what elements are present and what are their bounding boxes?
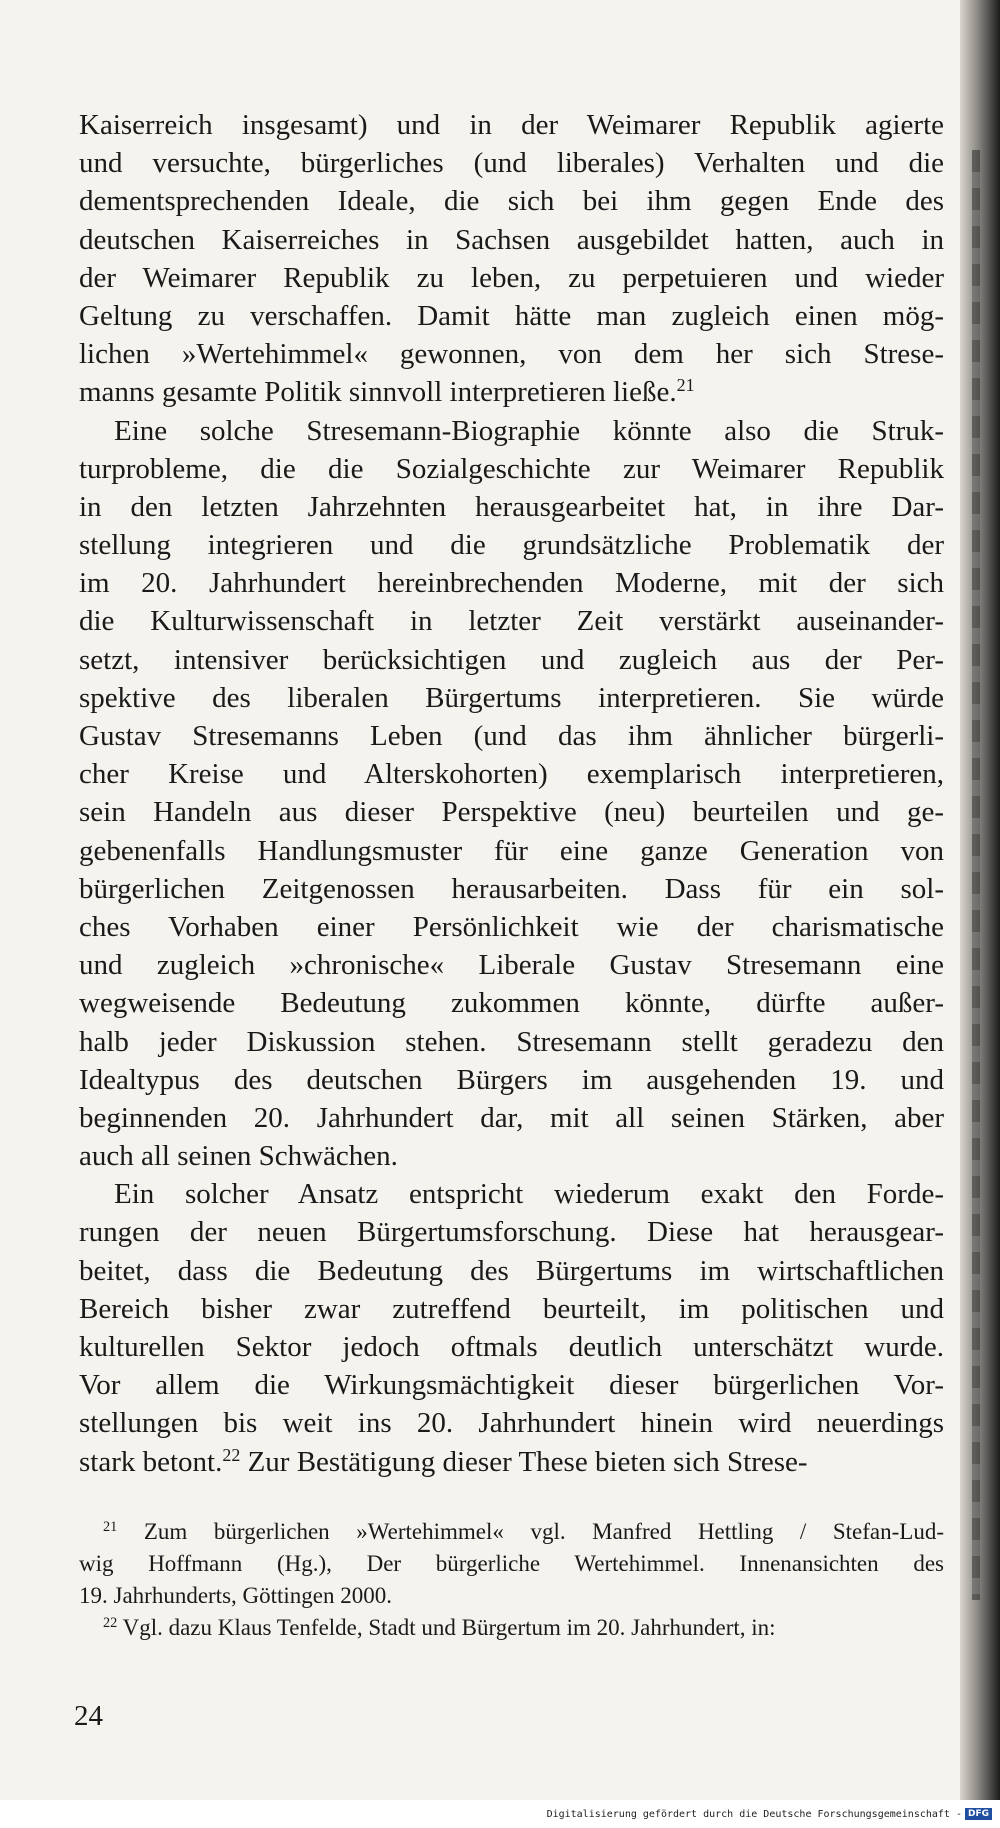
- line-text: Bereich bisher zwar zutreffend beurteilt, im politischen und: [79, 1292, 944, 1325]
- digitization-credit-text: Digitalisierung gefördert durch die Deutsche Forschungsgemeinschaft -: [546, 1808, 962, 1820]
- text-line: [79, 1366, 944, 1404]
- text-line: [79, 373, 944, 411]
- text-line: [79, 1443, 944, 1481]
- line-text: beitet, dass die Bedeutung des Bürgertums im wirtschaftlichen: [79, 1254, 944, 1287]
- line-text: sein Handeln aus dieser Perspektive (neu) beurteilen und ge-: [79, 796, 944, 829]
- text-line: [79, 1099, 944, 1137]
- footnote-text: Zum bürgerlichen »Wertehimmel« vgl. Manfred Hettling / Stefan-Lud-: [143, 1519, 945, 1544]
- book-gutter-shadow: [960, 0, 1000, 1800]
- line-text: kulturellen Sektor jedoch oftmals deutlich unterschätzt wurde.: [79, 1331, 944, 1363]
- text-line: [79, 755, 944, 793]
- line-text: stark betont.: [79, 1445, 223, 1478]
- line-text: und versuchte, bürgerliches (und liberales) Verhalten und die: [79, 147, 944, 180]
- text-line: [79, 526, 944, 564]
- line-text: spektive des liberalen Bürgertums interpretieren. Sie würde: [79, 681, 944, 714]
- text-line: [79, 1404, 944, 1442]
- line-text: cher Kreise und Alterskohorten) exemplarisch interpretieren,: [79, 758, 944, 791]
- footnote-marker: 22: [222, 1444, 241, 1465]
- text-line: [79, 182, 944, 220]
- line-text: setzt, intensiver berücksichtigen und zugleich aus der Per-: [79, 643, 944, 676]
- line-text: im 20. Jahrhundert hereinbrechenden Moderne, mit der sich: [79, 567, 944, 600]
- line-text: Idealtypus des deutschen Bürgers im ausgehenden 19. und: [79, 1063, 944, 1096]
- line-text: stellungen bis weit ins 20. Jahrhundert hinein wird neuerdings: [79, 1407, 944, 1440]
- text-line: [79, 946, 944, 984]
- line-text: lichen »Wertehimmel« gewonnen, von dem her sich Strese-: [79, 338, 944, 371]
- line-text: und zugleich »chronische« Liberale Gustav Stresemann eine: [79, 949, 944, 982]
- text-line: [79, 641, 944, 679]
- line-text: der Weimarer Republik zu leben, zu perpetuieren und wieder: [79, 261, 944, 294]
- line-text: wegweisende Bedeutung zukommen könnte, dürfte außer-: [79, 987, 944, 1020]
- footnote-text: 19. Jahrhunderts, Göttingen 2000.: [79, 1583, 393, 1608]
- text-line: [79, 259, 944, 297]
- line-text: turprobleme, die die Sozialgeschichte zur Weimarer Republik: [79, 452, 944, 485]
- text-line: [79, 1023, 944, 1061]
- footnote-marker: 21: [676, 375, 695, 396]
- line-text: Vor allem die Wirkungsmächtigkeit dieser bürgerlichen Vor-: [79, 1369, 944, 1402]
- text-line: [79, 297, 944, 335]
- text-line: [79, 984, 944, 1022]
- body-text: [79, 106, 944, 1481]
- line-text: ches Vorhaben einer Persönlichkeit wie der charismatische: [79, 910, 944, 943]
- text-line: [79, 908, 944, 946]
- footnote-line: [79, 1612, 944, 1644]
- text-line: [79, 717, 944, 755]
- dfg-logo: DFG: [965, 1808, 992, 1820]
- text-line: [79, 412, 944, 450]
- footnote-line: [79, 1548, 944, 1580]
- line-text: in den letzten Jahrzehnten herausgearbeitet hat, in ihre Dar-: [79, 490, 944, 523]
- footnote-text: wig Hoffmann (Hg.), Der bürgerliche Wertehimmel. Innenansichten des: [79, 1551, 944, 1576]
- footnote-text: Vgl. dazu Klaus Tenfelde, Stadt und Bürgertum im 20. Jahrhundert, in:: [122, 1615, 776, 1640]
- text-line: [79, 1061, 944, 1099]
- line-text: rungen der neuen Bürgertumsforschung. Diese hat herausgear-: [79, 1216, 944, 1249]
- line-text: Kaiserreich insgesamt) und in der Weimarer Republik agierte: [79, 109, 944, 141]
- line-text: dementsprechenden Ideale, die sich bei ihm gegen Ende des: [79, 185, 944, 218]
- text-line: [79, 602, 944, 640]
- footnote-line: [79, 1580, 944, 1612]
- line-text: auch all seinen Schwächen.: [79, 1140, 398, 1173]
- page-number: 24: [74, 1700, 103, 1732]
- line-text: die Kulturwissenschaft in letzter Zeit verstärkt auseinander-: [79, 605, 944, 638]
- footnote-line: [79, 1516, 944, 1548]
- line-text: beginnenden 20. Jahrhundert dar, mit all seinen Stärken, aber: [79, 1101, 944, 1134]
- facing-page-edge: [972, 150, 980, 1600]
- text-line: [79, 144, 944, 182]
- text-line: [79, 1290, 944, 1328]
- line-text: Gustav Stresemanns Leben (und das ihm ähnlicher bürgerli-: [79, 720, 944, 752]
- digitization-credit: [547, 1808, 992, 1820]
- line-text: gebenenfalls Handlungsmuster für eine ganze Generation von: [79, 834, 944, 867]
- line-text: halb jeder Diskussion stehen. Stresemann stellt geradezu den: [79, 1025, 944, 1058]
- line-text: Geltung zu verschaffen. Damit hätte man zugleich einen mög-: [79, 299, 944, 332]
- text-line: [79, 488, 944, 526]
- text-line: [79, 450, 944, 488]
- footnote-number: 22: [103, 1615, 118, 1632]
- footnotes: [79, 1516, 944, 1644]
- line-text: manns gesamte Politik sinnvoll interpretieren ließe.: [79, 376, 677, 409]
- text-line: [79, 1213, 944, 1251]
- text-line: [79, 832, 944, 870]
- text-line: [79, 1252, 944, 1290]
- text-line: [79, 679, 944, 717]
- text-line: [79, 564, 944, 602]
- text-line: [79, 221, 944, 259]
- text-line: [79, 793, 944, 831]
- text-line: [79, 870, 944, 908]
- line-text: deutschen Kaiserreiches in Sachsen ausgebildet hatten, auch in: [79, 223, 944, 256]
- text-line: [79, 106, 944, 144]
- footnote-number: 21: [103, 1519, 118, 1536]
- line-text: stellung integrieren und die grundsätzliche Problematik der: [79, 529, 944, 562]
- line-text: Eine solche Stresemann-Biographie könnte also die Struk-: [114, 414, 944, 447]
- text-line: [79, 1328, 944, 1366]
- line-text: bürgerlichen Zeitgenossen herausarbeiten. Dass für ein sol-: [79, 872, 944, 905]
- line-text-continued: Zur Bestätigung dieser These bieten sich Strese-: [240, 1445, 808, 1478]
- line-text: Ein solcher Ansatz entspricht wiederum exakt den Forde-: [114, 1178, 944, 1211]
- text-line: [79, 1137, 944, 1175]
- text-line: [79, 1175, 944, 1213]
- text-line: [79, 335, 944, 373]
